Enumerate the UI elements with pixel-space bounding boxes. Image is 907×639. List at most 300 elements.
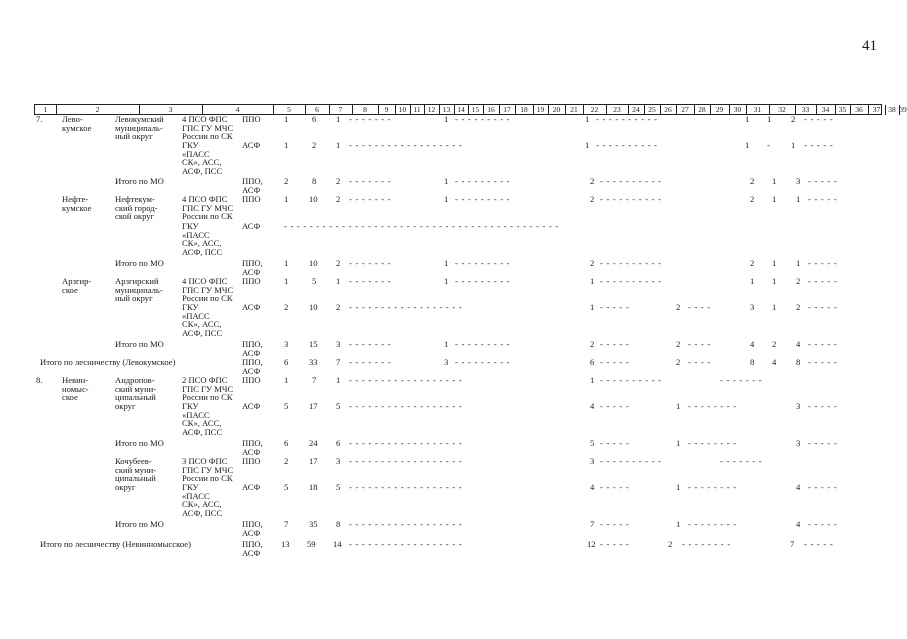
- table-cell: 8: [796, 357, 801, 367]
- table-cell: Итого по МО: [115, 339, 164, 349]
- table-cell: 3: [444, 357, 449, 367]
- empty-value-dashes: -------------------------------------------: [284, 221, 562, 231]
- table-cell: 7.: [36, 114, 43, 124]
- page-number: 41: [862, 38, 877, 54]
- table-cell: 8: [750, 357, 755, 367]
- table-cell: АСФ: [242, 447, 261, 457]
- column-number: 34: [821, 105, 830, 114]
- table-cell: 3: [336, 456, 341, 466]
- empty-value-dashes: --------: [688, 438, 740, 448]
- table-cell: АСФ, ПСС: [182, 166, 223, 176]
- empty-value-dashes: -----: [600, 339, 633, 349]
- table-cell: 1: [585, 140, 590, 150]
- empty-value-dashes: -----: [600, 519, 633, 529]
- table-cell: ГПС ГУ МЧС: [182, 285, 234, 295]
- table-cell: 2: [796, 302, 801, 312]
- empty-value-dashes: ----------: [596, 140, 661, 150]
- column-number: 22: [590, 105, 599, 114]
- empty-value-dashes: ---------: [455, 194, 514, 204]
- empty-value-dashes: ----------: [600, 176, 665, 186]
- table-cell: ское: [62, 392, 78, 402]
- table-cell: АСФ: [242, 528, 261, 538]
- empty-value-dashes: ------------------: [349, 140, 466, 150]
- table-cell: ское: [62, 285, 78, 295]
- table-cell: АСФ: [242, 221, 261, 231]
- table-cell: 7: [284, 519, 289, 529]
- table-cell: 5: [284, 401, 289, 411]
- table-cell: 1: [772, 258, 777, 268]
- empty-value-dashes: -----: [808, 258, 841, 268]
- table-cell: 2: [676, 302, 681, 312]
- table-cell: 1: [444, 258, 449, 268]
- table-cell: 3 ПСО ФПС: [182, 456, 228, 466]
- column-number: 12: [427, 105, 436, 114]
- table-cell: АСФ: [242, 348, 261, 358]
- table-cell: 2: [590, 339, 595, 349]
- table-cell: 59: [307, 539, 316, 549]
- table-cell: АСФ: [242, 185, 261, 195]
- table-cell: 1: [750, 276, 755, 286]
- table-cell: 1: [676, 438, 681, 448]
- empty-value-dashes: -----: [600, 401, 633, 411]
- table-cell: муниципаль-: [115, 285, 163, 295]
- table-cell: 4: [750, 339, 755, 349]
- table-cell: 1: [284, 140, 289, 150]
- table-cell: ППО: [242, 456, 261, 466]
- empty-value-dashes: -----: [808, 302, 841, 312]
- empty-value-dashes: -----: [808, 276, 841, 286]
- table-cell: ГПС ГУ МЧС: [182, 123, 234, 133]
- table-cell: 1: [772, 276, 777, 286]
- table-cell: округ: [115, 482, 136, 492]
- empty-value-dashes: ------------------: [349, 438, 466, 448]
- empty-value-dashes: -----: [600, 482, 633, 492]
- table-cell: 1: [284, 114, 289, 124]
- table-cell: Арзгирский: [115, 276, 159, 286]
- table-cell: СК», АСС,: [182, 319, 222, 329]
- column-number: 30: [733, 105, 742, 114]
- empty-value-dashes: ---------: [455, 339, 514, 349]
- table-cell: 2: [284, 302, 289, 312]
- table-cell: 1: [745, 140, 750, 150]
- empty-value-dashes: ----------: [600, 375, 665, 385]
- table-cell: Итого по лесничеству (Невинномысское): [40, 539, 191, 549]
- table-cell: России по СК: [182, 293, 233, 303]
- empty-value-dashes: -----: [808, 194, 841, 204]
- table-cell: ППО,: [242, 339, 263, 349]
- table-cell: 7: [336, 357, 341, 367]
- table-cell: ППО,: [242, 438, 263, 448]
- empty-value-dashes: --------: [682, 539, 734, 549]
- empty-value-dashes: -----: [808, 339, 841, 349]
- empty-value-dashes: ------------------: [349, 482, 466, 492]
- table-cell: 3: [796, 176, 801, 186]
- table-cell: Итого по лесничеству (Левокумское): [40, 357, 176, 367]
- empty-value-dashes: ----------: [600, 276, 665, 286]
- empty-value-dashes: -------: [349, 276, 395, 286]
- table-cell: ППО: [242, 114, 261, 124]
- table-cell: ППО: [242, 194, 261, 204]
- empty-value-dashes: -----: [808, 357, 841, 367]
- table-cell: ГПС ГУ МЧС: [182, 384, 234, 394]
- table-cell: 1: [444, 176, 449, 186]
- table-cell: 1: [772, 176, 777, 186]
- table-cell: ципальный: [115, 473, 156, 483]
- table-cell: 8.: [36, 375, 43, 385]
- table-cell: ский муни-: [115, 465, 157, 475]
- table-cell: 5: [284, 482, 289, 492]
- table-cell: ципальный: [115, 392, 156, 402]
- table-cell: 7: [790, 539, 795, 549]
- table-cell: Нефте-: [62, 194, 89, 204]
- empty-value-dashes: -------: [349, 176, 395, 186]
- column-number: 15: [471, 105, 480, 114]
- table-cell: 4: [772, 357, 777, 367]
- empty-value-dashes: ---------: [455, 357, 514, 367]
- table-cell: 10: [309, 258, 318, 268]
- table-cell: ППО,: [242, 539, 263, 549]
- table-cell: 2: [796, 276, 801, 286]
- table-cell: 1: [444, 339, 449, 349]
- column-number: 3: [168, 105, 173, 114]
- column-number: 16: [487, 105, 495, 114]
- column-number: 14: [457, 105, 465, 114]
- table-cell: 1: [676, 482, 681, 492]
- table-cell: 1: [676, 519, 681, 529]
- column-number: 4: [235, 105, 240, 114]
- table-cell: ППО: [242, 276, 261, 286]
- table-cell: ГПС ГУ МЧС: [182, 203, 234, 213]
- table-cell: «ПАСС: [182, 311, 210, 321]
- empty-value-dashes: -----: [600, 302, 633, 312]
- empty-value-dashes: ----------: [600, 456, 665, 466]
- column-number: 28: [698, 105, 706, 114]
- table-cell: 4 ПСО ФПС: [182, 194, 228, 204]
- table-cell: «ПАСС: [182, 230, 210, 240]
- table-cell: 10: [309, 302, 318, 312]
- table-cell: 33: [309, 357, 318, 367]
- table-cell: 3: [284, 339, 289, 349]
- table-cell: 5: [336, 401, 341, 411]
- table-cell: 8: [312, 176, 317, 186]
- column-number: 20: [552, 105, 561, 114]
- table-cell: 2: [336, 176, 341, 186]
- table-cell: 2: [750, 194, 755, 204]
- empty-value-dashes: ------------------: [349, 401, 466, 411]
- column-number: 31: [753, 105, 762, 114]
- table-cell: 8: [336, 519, 341, 529]
- table-cell: 3: [750, 302, 755, 312]
- table-cell: Андропов-: [115, 375, 155, 385]
- table-cell: «ПАСС: [182, 491, 210, 501]
- empty-value-dashes: -----: [808, 401, 841, 411]
- table-cell: России по СК: [182, 392, 233, 402]
- table-cell: 2: [668, 539, 673, 549]
- table-cell: ППО,: [242, 258, 263, 268]
- table-cell: 4: [796, 519, 801, 529]
- table-cell: 1: [796, 258, 801, 268]
- empty-value-dashes: ---------: [455, 114, 514, 124]
- table-cell: 1: [590, 375, 595, 385]
- table-cell: 15: [309, 339, 318, 349]
- empty-value-dashes: -----: [600, 438, 633, 448]
- table-cell: Итого по МО: [115, 519, 164, 529]
- empty-value-dashes: -----: [600, 539, 633, 549]
- table-cell: 24: [309, 438, 318, 448]
- table-cell: 5: [312, 276, 317, 286]
- table-cell: ской округ: [115, 211, 155, 221]
- column-number: 5: [287, 105, 291, 114]
- table-cell: 1: [791, 140, 796, 150]
- table-cell: 2: [750, 176, 755, 186]
- column-number: 29: [715, 105, 724, 114]
- table-cell: 1: [590, 302, 595, 312]
- column-number: 13: [442, 105, 451, 114]
- table-cell: 10: [309, 194, 318, 204]
- table-cell: 1: [336, 140, 341, 150]
- table-cell: 2: [676, 357, 681, 367]
- empty-value-dashes: -----: [808, 176, 841, 186]
- table-cell: 1: [336, 114, 341, 124]
- column-number: 25: [648, 105, 656, 114]
- column-number: 33: [801, 105, 810, 114]
- table-cell: Левокумский: [115, 114, 164, 124]
- table-cell: 2: [590, 194, 595, 204]
- table-cell: 2: [284, 176, 289, 186]
- table-cell: «ПАСС: [182, 149, 210, 159]
- table-cell: 3: [796, 438, 801, 448]
- column-number: 7: [338, 105, 343, 114]
- table-cell: 14: [333, 539, 342, 549]
- empty-value-dashes: ----------: [600, 194, 665, 204]
- column-number: 17: [503, 105, 511, 114]
- table-cell: ГКУ: [182, 221, 199, 231]
- column-number: 11: [413, 105, 421, 114]
- table-cell: ГКУ: [182, 401, 199, 411]
- table-cell: Лево-: [62, 114, 83, 124]
- empty-value-dashes: -----: [804, 114, 837, 124]
- column-number: 8: [363, 105, 367, 114]
- table-cell: 4: [590, 401, 595, 411]
- table-cell: 1: [676, 401, 681, 411]
- table-cell: АСФ: [242, 548, 261, 558]
- table-cell: 1: [585, 114, 590, 124]
- table-cell: ППО,: [242, 176, 263, 186]
- column-number: 18: [520, 105, 528, 114]
- table-cell: Нефтекум-: [115, 194, 155, 204]
- table-cell: номыс-: [62, 384, 89, 394]
- column-number: 9: [384, 105, 389, 114]
- table-cell: ППО,: [242, 519, 263, 529]
- table-cell: 4: [796, 339, 801, 349]
- table-cell: АСФ: [242, 267, 261, 277]
- table-cell: СК», АСС,: [182, 499, 222, 509]
- table-cell: 1: [444, 276, 449, 286]
- table-cell: 1: [772, 302, 777, 312]
- table-cell: 1: [772, 194, 777, 204]
- empty-value-dashes: ------------------: [349, 456, 466, 466]
- table-cell: ГКУ: [182, 482, 199, 492]
- table-cell: 4 ПСО ФПС: [182, 114, 228, 124]
- empty-value-dashes: -------: [349, 114, 395, 124]
- table-cell: 2: [791, 114, 796, 124]
- table-cell: 3: [796, 401, 801, 411]
- table-cell: Невин-: [62, 375, 89, 385]
- table-cell: 13: [281, 539, 290, 549]
- empty-value-dashes: -------: [349, 194, 395, 204]
- empty-value-dashes: -----: [808, 438, 841, 448]
- table-cell: ППО: [242, 375, 261, 385]
- table-cell: 7: [312, 375, 317, 385]
- table-cell: 2: [750, 258, 755, 268]
- table-cell: 2: [590, 176, 595, 186]
- table-cell: 6: [336, 438, 341, 448]
- table-cell: 1: [336, 375, 341, 385]
- empty-value-dashes: --------: [688, 519, 740, 529]
- table-cell: России по СК: [182, 473, 233, 483]
- empty-value-dashes: -----: [808, 482, 841, 492]
- table-cell: 4: [590, 482, 595, 492]
- column-number: 21: [570, 105, 578, 114]
- table-cell: 4: [796, 482, 801, 492]
- empty-value-dashes: ---------: [455, 176, 514, 186]
- table-cell: 1: [767, 114, 772, 124]
- table-cell: ГПС ГУ МЧС: [182, 465, 234, 475]
- table-cell: 4 ПСО ФПС: [182, 276, 228, 286]
- table-cell: АСФ, ПСС: [182, 508, 223, 518]
- table-cell: 18: [309, 482, 318, 492]
- table-cell: 5: [590, 438, 595, 448]
- table-cell: СК», АСС,: [182, 418, 222, 428]
- empty-value-dashes: ------------------: [349, 519, 466, 529]
- table-cell: ский муни-: [115, 384, 157, 394]
- column-number: 39: [899, 105, 907, 114]
- empty-value-dashes: -------: [720, 375, 766, 385]
- table-cell: 6: [590, 357, 595, 367]
- table-cell: 3: [590, 456, 595, 466]
- table-cell: АСФ, ПСС: [182, 328, 223, 338]
- empty-value-dashes: ----: [688, 302, 714, 312]
- empty-value-dashes: ----------: [600, 258, 665, 268]
- table-cell: 1: [745, 114, 750, 124]
- table-cell: 1: [284, 276, 289, 286]
- table-cell: 2 ПСО ФПС: [182, 375, 228, 385]
- column-number: 2: [95, 105, 100, 114]
- table-cell: 1: [796, 194, 801, 204]
- table-cell: 2: [336, 302, 341, 312]
- empty-value-dashes: -------: [720, 456, 766, 466]
- table-cell: 1: [284, 258, 289, 268]
- table-cell: 6: [284, 438, 289, 448]
- empty-value-dashes: -----: [808, 519, 841, 529]
- table-cell: 17: [309, 456, 318, 466]
- empty-value-dashes: -----: [600, 357, 633, 367]
- table-cell: России по СК: [182, 131, 233, 141]
- empty-value-dashes: -------: [349, 357, 395, 367]
- column-number: 32: [778, 105, 786, 114]
- table-cell: 2: [336, 258, 341, 268]
- table-cell: 12: [587, 539, 596, 549]
- table-cell: АСФ: [242, 401, 261, 411]
- table-cell: 1: [336, 276, 341, 286]
- table-cell: «ПАСС: [182, 410, 210, 420]
- table-cell: АСФ: [242, 482, 261, 492]
- empty-value-dashes: ----: [688, 339, 714, 349]
- table-cell: муниципаль-: [115, 123, 163, 133]
- table-cell: 1: [284, 375, 289, 385]
- table-cell: СК», АСС,: [182, 238, 222, 248]
- column-number: 23: [613, 105, 621, 114]
- column-number: 35: [838, 105, 847, 114]
- table-cell: 35: [309, 519, 318, 529]
- table-cell: 2: [336, 194, 341, 204]
- empty-value-dashes: ------------------: [349, 539, 466, 549]
- column-number: 38: [888, 105, 896, 114]
- table-cell: 1: [444, 194, 449, 204]
- table-cell: ППО,: [242, 357, 263, 367]
- empty-value-dashes: ---------: [455, 258, 514, 268]
- column-number: 27: [681, 105, 689, 114]
- empty-value-dashes: -------: [349, 339, 395, 349]
- empty-value-dashes: ------------------: [349, 375, 466, 385]
- empty-value-dashes: -------: [349, 258, 395, 268]
- empty-value-dashes: ----------: [596, 114, 661, 124]
- table-cell: Арзгир-: [62, 276, 92, 286]
- table-cell: АСФ, ПСС: [182, 247, 223, 257]
- table-cell: ГКУ: [182, 140, 199, 150]
- table-cell: 3: [336, 339, 341, 349]
- table-cell: 1: [590, 276, 595, 286]
- column-number: 19: [536, 105, 545, 114]
- table-cell: ный округ: [115, 293, 153, 303]
- empty-value-dashes: ---------: [455, 276, 514, 286]
- table-cell: 6: [284, 357, 289, 367]
- table-cell: Итого по МО: [115, 438, 164, 448]
- table-cell: 2: [590, 258, 595, 268]
- empty-value-dashes: ----: [688, 357, 714, 367]
- table-cell: 6: [312, 114, 317, 124]
- column-number: 37: [872, 105, 881, 114]
- table-cell: 2: [772, 339, 777, 349]
- column-number: 24: [632, 105, 640, 114]
- table-cell: кумское: [62, 123, 92, 133]
- table-cell: СК», АСС,: [182, 157, 222, 167]
- table-cell: АСФ: [242, 140, 261, 150]
- table-cell: ский город-: [115, 203, 158, 213]
- column-number: 10: [398, 105, 407, 114]
- table-cell: АСФ, ПСС: [182, 427, 223, 437]
- table-cell: Итого по МО: [115, 176, 164, 186]
- column-number: 36: [855, 105, 863, 114]
- empty-value-dashes: --------: [688, 482, 740, 492]
- table-cell: Итого по МО: [115, 258, 164, 268]
- empty-value-dashes: -----: [804, 140, 837, 150]
- empty-value-dashes: -: [767, 140, 774, 150]
- table-cell: АСФ: [242, 302, 261, 312]
- column-number: 26: [664, 105, 672, 114]
- empty-value-dashes: ------------------: [349, 302, 466, 312]
- column-number: 6: [315, 105, 319, 114]
- table-cell: ный округ: [115, 131, 153, 141]
- table-cell: 2: [676, 339, 681, 349]
- column-number: 1: [43, 105, 48, 114]
- table-cell: 5: [336, 482, 341, 492]
- table-cell: 2: [284, 456, 289, 466]
- table-cell: 1: [284, 194, 289, 204]
- empty-value-dashes: --------: [688, 401, 740, 411]
- table-cell: Кочубеев-: [115, 456, 152, 466]
- table-cell: кумское: [62, 203, 92, 213]
